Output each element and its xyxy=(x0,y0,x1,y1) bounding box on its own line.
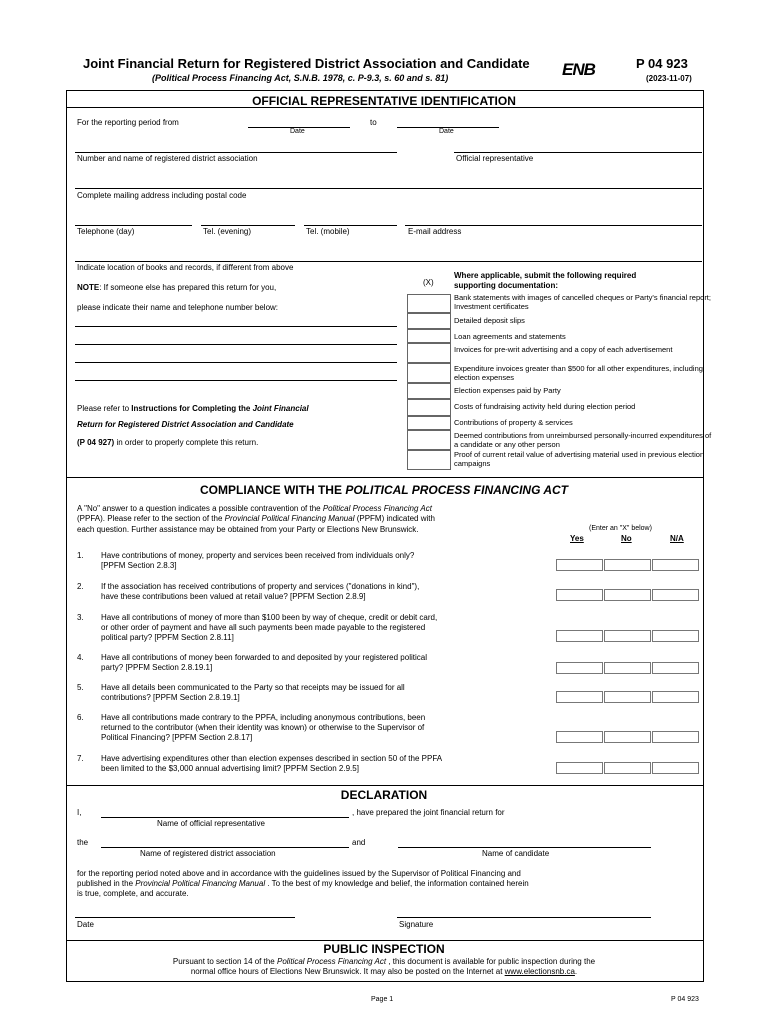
doc-item: Costs of fundraising activity held during election period xyxy=(454,402,636,411)
answer-yes[interactable] xyxy=(556,662,603,674)
website-link[interactable]: www.electionsnb.ca xyxy=(504,967,575,976)
refer-line1 xyxy=(77,404,309,413)
question-line: Political Financing? [PPFM Section 2.8.17] xyxy=(101,733,253,742)
date-field[interactable] xyxy=(75,917,295,918)
doc-item: Detailed deposit slips xyxy=(454,316,525,325)
refer-text: Please refer to xyxy=(77,404,132,413)
compliance-heading-italic: POLITICAL PROCESS FINANCING ACT xyxy=(345,483,568,497)
intro-italic: Political Process Financing Act xyxy=(322,504,432,513)
date-caption: Date xyxy=(290,128,305,135)
answer-no[interactable] xyxy=(604,630,651,642)
candidate-name-field[interactable] xyxy=(398,847,651,848)
refer-form-number: (P 04 927) xyxy=(77,438,115,447)
caption-candidate-name: Name of candidate xyxy=(482,849,550,858)
act-italic: Political Process Financing Act xyxy=(276,957,387,966)
note-bold: NOTE xyxy=(77,283,100,292)
form-number: P 04 923 xyxy=(636,56,688,71)
answer-row xyxy=(556,559,701,571)
question-line: Have all details been communicated to the Party so that receipts may be issued for all xyxy=(101,683,405,692)
question-text xyxy=(101,551,541,571)
answer-na[interactable] xyxy=(652,662,699,674)
divider xyxy=(66,107,704,108)
form-title: Joint Financial Return for Registered District Association and Candidate xyxy=(83,56,530,71)
doc-checkbox[interactable] xyxy=(407,343,451,363)
answer-yes[interactable] xyxy=(556,762,603,774)
declaration-body: is true, complete, and accurate. xyxy=(77,889,189,898)
answer-yes[interactable] xyxy=(556,589,603,601)
col-yes: Yes xyxy=(570,534,584,543)
tel-evening-label: Tel. (evening) xyxy=(203,227,252,236)
refer-line3 xyxy=(77,438,258,447)
note-text: : If someone else has prepared this return for you, xyxy=(99,283,277,292)
answer-no[interactable] xyxy=(604,662,651,674)
doc-item: Deemed contributions from unreimbursed personally-incurred expenditures of a candidate or any other person xyxy=(454,431,712,449)
question-line: Have advertising expenditures other than election expenses described in section 50 of the PPFA xyxy=(101,754,443,763)
answer-no[interactable] xyxy=(604,762,651,774)
intro-text: A "No" answer to a question indicates a possible contravention of the xyxy=(77,504,323,513)
doc-item: Contributions of property & services xyxy=(454,418,573,427)
answer-yes[interactable] xyxy=(556,691,603,703)
preparer-line[interactable] xyxy=(75,326,397,327)
intro-text: (PPFM) indicated with xyxy=(354,514,435,523)
caption-official-name: Name of official representative xyxy=(157,819,265,828)
question-line: Have contributions of money, property and services been received from individuals only? xyxy=(101,551,415,560)
compliance-heading: COMPLIANCE WITH THE xyxy=(199,483,346,497)
answer-row xyxy=(556,589,701,601)
public-text: normal office hours of Elections New Brunswick. It may also be posted on the Internet at xyxy=(190,967,505,976)
official-rep-label: Official representative xyxy=(456,154,534,163)
public-line xyxy=(66,967,702,976)
answer-no[interactable] xyxy=(604,691,651,703)
email-field[interactable] xyxy=(405,225,702,226)
association-label: Number and name of registered district association xyxy=(77,154,258,163)
doc-item: Election expenses paid by Party xyxy=(454,386,561,395)
question-line: If the association has received contributions of property and services ("donations in kind"), xyxy=(101,582,420,591)
question-line: Have all contributions of money been forwarded to and deposited by your registered political xyxy=(101,653,427,662)
doc-checkbox[interactable] xyxy=(407,416,451,430)
doc-item: Expenditure invoices greater than $500 for all other expenditures, including election expenses xyxy=(454,364,703,382)
question-number: 2. xyxy=(77,582,84,591)
answer-row xyxy=(556,762,701,774)
doc-checkbox[interactable] xyxy=(407,383,451,399)
address-label: Complete mailing address including postal code xyxy=(77,191,247,200)
preparer-line[interactable] xyxy=(75,362,397,363)
enter-x-caption: (Enter an "X" below) xyxy=(589,525,652,532)
doc-checkbox[interactable] xyxy=(407,329,451,343)
period-label: For the reporting period from xyxy=(77,118,179,127)
association-name-field[interactable] xyxy=(101,847,349,848)
answer-row xyxy=(556,662,701,674)
refer-bold: Instructions for Completing the xyxy=(131,404,253,413)
form-date: (2023-11-07) xyxy=(646,74,692,83)
i-label: I, xyxy=(77,808,82,817)
doc-item: Bank statements with images of cancelled cheques or Party's financial report; Investment certificates xyxy=(454,293,711,311)
doc-item: Invoices for pre-writ advertising and a copy of each advertisement xyxy=(454,345,673,354)
answer-na[interactable] xyxy=(652,762,699,774)
question-number: 3. xyxy=(77,613,84,622)
compliance-intro: each question. Further assistance may be obtained from your Party or Elections New Brunswick. xyxy=(77,525,419,534)
declaration-body: for the reporting period noted above and in accordance with the guidelines issued by the Supervisor of Political Financing and xyxy=(77,869,521,878)
answer-row xyxy=(556,630,701,642)
doc-checkbox[interactable] xyxy=(407,399,451,416)
question-number: 7. xyxy=(77,754,84,763)
answer-no[interactable] xyxy=(604,559,651,571)
signature-field[interactable] xyxy=(397,917,651,918)
divider xyxy=(66,785,704,786)
public-line xyxy=(66,957,702,966)
date-caption: Date xyxy=(439,128,454,135)
question-text xyxy=(101,754,541,774)
preparer-line[interactable] xyxy=(75,344,397,345)
page-number: Page 1 xyxy=(371,996,394,1003)
doc-checkbox[interactable] xyxy=(407,430,451,450)
answer-na[interactable] xyxy=(652,630,699,642)
form-subtitle: (Political Process Financing Act, S.N.B. 1978, c. P-9.3, s. 60 and s. 81) xyxy=(152,73,449,83)
section-heading-public: PUBLIC INSPECTION xyxy=(323,942,445,956)
declaration-body xyxy=(77,879,529,888)
answer-na[interactable] xyxy=(652,559,699,571)
intro-text: (PPFA). Please refer to the section of the xyxy=(77,514,225,523)
association-field[interactable] xyxy=(75,152,397,153)
question-text xyxy=(101,683,541,703)
answer-yes[interactable] xyxy=(556,630,603,642)
question-line: Have all contributions of money of more than $100 been by way of cheque, credit or debit card, xyxy=(101,613,438,622)
doc-item: Loan agreements and statements xyxy=(454,332,566,341)
divider xyxy=(66,940,704,941)
question-number: 5. xyxy=(77,683,84,692)
note-line2: please indicate their name and telephone number below: xyxy=(77,303,279,312)
tel-evening-field[interactable] xyxy=(201,225,295,226)
doc-item: Proof of current retail value of advertising material used in previous election campaigns xyxy=(454,450,705,468)
books-field[interactable] xyxy=(75,261,702,262)
col-na: N/A xyxy=(670,534,684,543)
and-label: and xyxy=(352,838,366,847)
question-line: returned to the contributor (when their identity was known) or otherwise to the Supervisor of xyxy=(101,723,425,732)
question-text xyxy=(101,713,541,743)
doc-checkbox[interactable] xyxy=(407,294,451,313)
supporting-heading: Where applicable, submit the following required xyxy=(454,271,637,280)
question-text xyxy=(101,582,541,602)
compliance-intro xyxy=(77,504,432,513)
answer-na[interactable] xyxy=(652,691,699,703)
address-field[interactable] xyxy=(75,188,702,189)
section-heading-compliance xyxy=(66,483,702,497)
col-no: No xyxy=(621,534,632,543)
tel-day-label: Telephone (day) xyxy=(77,227,135,236)
doc-checkbox[interactable] xyxy=(407,313,451,329)
section-heading-declaration: DECLARATION xyxy=(340,788,428,802)
question-number: 4. xyxy=(77,653,84,662)
question-line: been limited to the $3,000 annual advertising limit? [PPFM Section 2.9.5] xyxy=(101,764,359,773)
public-text: . xyxy=(574,967,578,976)
tel-mobile-field[interactable] xyxy=(304,225,397,226)
tel-day-field[interactable] xyxy=(75,225,192,226)
to-label: to xyxy=(370,118,377,127)
answer-row xyxy=(556,691,701,703)
doc-checkbox[interactable] xyxy=(407,450,451,470)
doc-checkbox[interactable] xyxy=(407,363,451,383)
question-text xyxy=(101,613,541,643)
refer-bold-italic: Joint Financial xyxy=(252,404,309,413)
question-line: Have all contributions made contrary to the PPFA, including anonymous contributions, been xyxy=(101,713,426,722)
question-text xyxy=(101,653,541,673)
email-label: E-mail address xyxy=(408,227,462,236)
question-line: [PPFM Section 2.8.3] xyxy=(101,561,177,570)
answer-yes[interactable] xyxy=(556,731,603,743)
answer-yes[interactable] xyxy=(556,559,603,571)
question-line: contributions? [PPFM Section 2.8.19.1] xyxy=(101,693,240,702)
answer-na[interactable] xyxy=(652,731,699,743)
question-number: 6. xyxy=(77,713,84,722)
question-line: political party? [PPFM Section 2.8.11] xyxy=(101,633,234,642)
supporting-heading: supporting documentation: xyxy=(454,281,558,290)
divider xyxy=(66,477,704,478)
refer-text: in order to properly complete this return. xyxy=(114,438,259,447)
manual-italic: Provincial Political Financing Manual xyxy=(135,879,266,888)
question-line: or other order of payment and have all such payments been made payable to the registered xyxy=(101,623,426,632)
tel-mobile-label: Tel. (mobile) xyxy=(306,227,350,236)
answer-row xyxy=(556,731,701,743)
public-text: , this document is available for public inspection during the xyxy=(386,957,596,966)
question-line: have these contributions been valued at retail value? [PPFM Section 2.8.9] xyxy=(101,592,366,601)
answer-no[interactable] xyxy=(604,589,651,601)
preparer-line[interactable] xyxy=(75,380,397,381)
intro-italic: Provincial Political Financing Manual xyxy=(224,514,355,523)
refer-line2: Return for Registered District Association and Candidate xyxy=(77,420,294,429)
the-label: the xyxy=(77,838,89,847)
answer-no[interactable] xyxy=(604,731,651,743)
answer-na[interactable] xyxy=(652,589,699,601)
x-label: (X) xyxy=(423,278,434,287)
caption-association-name: Name of registered district association xyxy=(140,849,276,858)
declaration-text: . To the best of my knowledge and belief, the information contained herein xyxy=(265,879,529,888)
public-text: Pursuant to section 14 of the xyxy=(172,957,277,966)
prepared-text: , have prepared the joint financial return for xyxy=(352,808,505,817)
compliance-intro xyxy=(77,514,435,523)
official-name-field[interactable] xyxy=(101,817,349,818)
date-label: Date xyxy=(77,920,94,929)
official-rep-field[interactable] xyxy=(454,152,702,153)
question-line: party? [PPFM Section 2.8.19.1] xyxy=(101,663,213,672)
footer-form-number: P 04 923 xyxy=(671,996,699,1003)
signature-label: Signature xyxy=(399,920,434,929)
declaration-text: published in the xyxy=(77,879,136,888)
section-heading-identification: OFFICIAL REPRESENTATIVE IDENTIFICATION xyxy=(252,94,516,108)
books-label: Indicate location of books and records, if different from above xyxy=(77,263,294,272)
enb-logo: ENB xyxy=(562,60,595,79)
note-text xyxy=(77,283,276,292)
question-number: 1. xyxy=(77,551,84,560)
